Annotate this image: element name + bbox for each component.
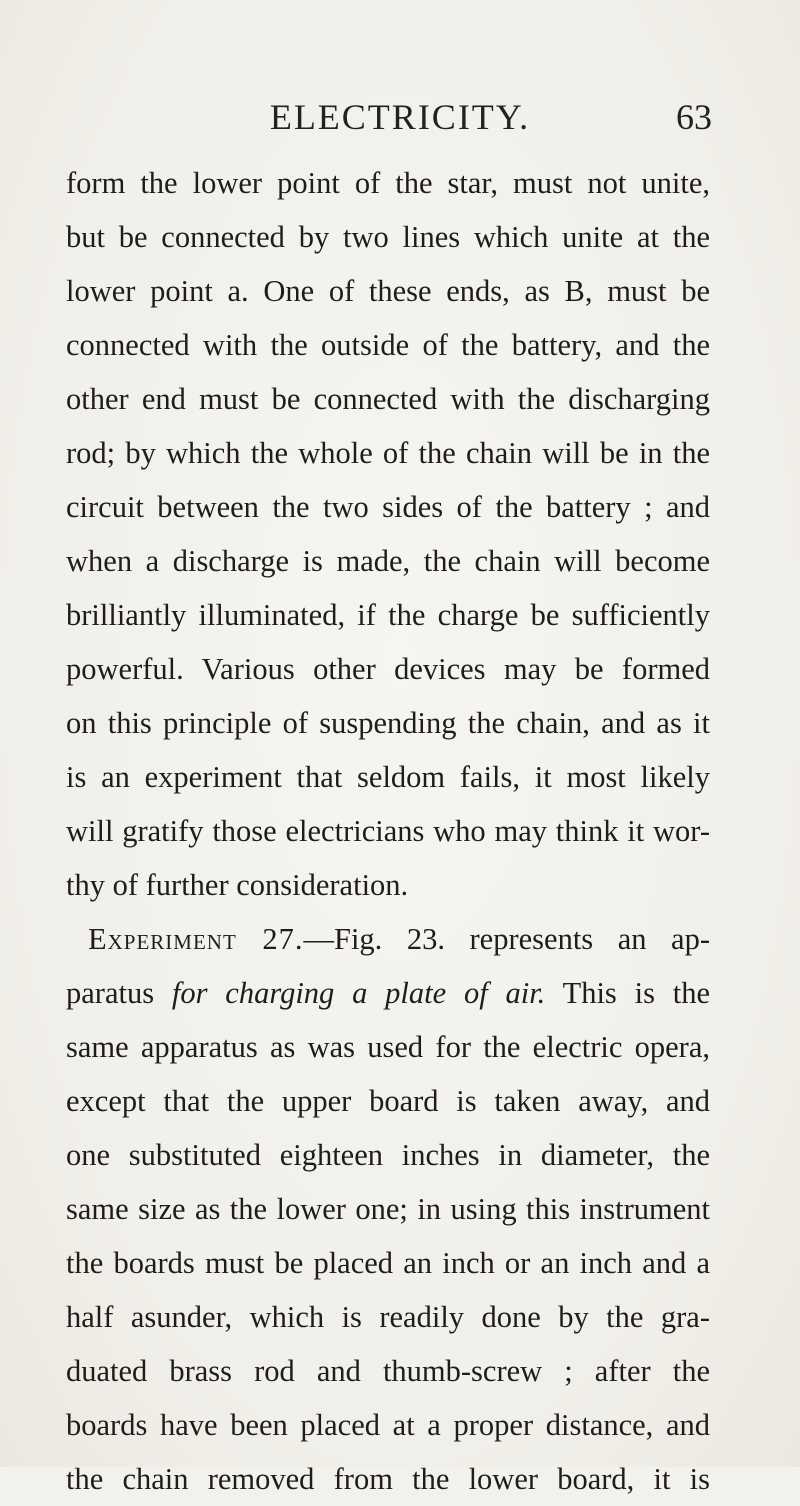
text-line: powerful. Various other devices may be formed [66, 652, 710, 686]
text-line: connected with the outside of the battery, and the [66, 328, 710, 362]
text-line: except that the upper board is taken away, and [66, 1084, 710, 1118]
text-line: duated brass rod and thumb-screw ; after the [66, 1354, 710, 1388]
page-number: 63 [676, 97, 712, 137]
experiment-line-start: paratus [66, 976, 172, 1010]
experiment-subject: for charging a plate of air. [171, 976, 546, 1010]
text-line: but be connected by two lines which unite at the [66, 220, 710, 254]
experiment-heading-line [66, 912, 710, 966]
text-line: half asunder, which is readily done by the gra- [66, 1300, 710, 1334]
body-text [66, 156, 710, 1506]
text-line: one substituted eighteen inches in diameter, the [66, 1138, 710, 1172]
text-line: boards have been placed at a proper distance, and [66, 1408, 710, 1442]
text-line: rod; by which the whole of the chain will be in the [66, 436, 710, 470]
text-line: will gratify those electricians who may think it wor- [66, 814, 710, 848]
text-line: is an experiment that seldom fails, it most likely [66, 760, 710, 794]
page-header [0, 92, 800, 142]
text-line: the boards must be placed an inch or an inch and a [66, 1246, 710, 1280]
text-line: lower point a. One of these ends, as B, must be [66, 274, 710, 308]
experiment-subject-line [66, 966, 710, 1020]
text-line: brilliantly illuminated, if the charge be sufficiently [66, 598, 710, 632]
experiment-heading: Experiment 27. [88, 922, 304, 956]
text-line: same apparatus as was used for the electric opera, [66, 1030, 710, 1064]
text-line: the chain removed from the lower board, it is [66, 1462, 710, 1496]
experiment-heading-rest: —Fig. 23. represents an ap- [303, 922, 711, 956]
experiment-line-end: This is the [545, 976, 711, 1010]
text-line: on this principle of suspending the chain, and as it [66, 706, 710, 740]
text-line: circuit between the two sides of the battery ; and [66, 490, 710, 524]
text-line: same size as the lower one; in using this instrument [66, 1192, 710, 1226]
text-line: when a discharge is made, the chain will become [66, 544, 710, 578]
text-line: thy of further consideration. [66, 868, 409, 902]
text-line: other end must be connected with the discharging [66, 382, 710, 416]
text-line: form the lower point of the star, must not unite, [66, 166, 710, 200]
running-title: ELECTRICITY. [269, 97, 531, 137]
